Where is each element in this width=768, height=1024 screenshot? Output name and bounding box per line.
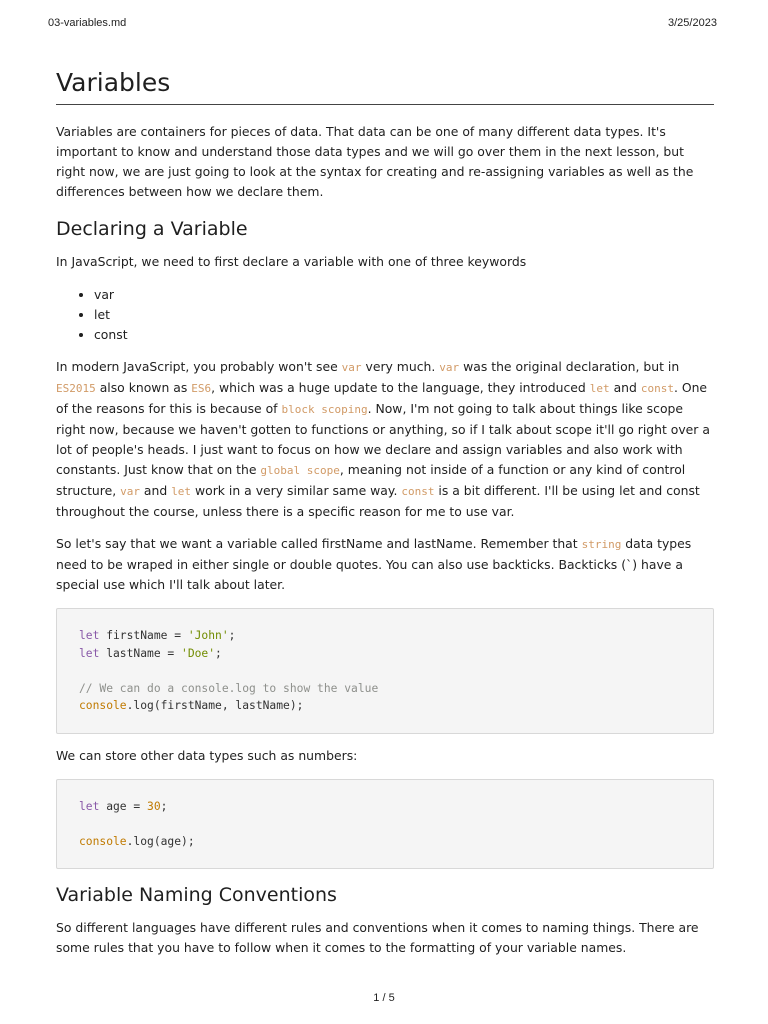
page-title: Variables: [56, 68, 714, 105]
text: and: [609, 380, 641, 395]
inline-code: var: [341, 361, 362, 374]
code-block-age: [56, 779, 714, 870]
inline-code: var: [439, 361, 460, 374]
page-number: 1 / 5: [373, 992, 395, 1004]
text: is a bit different. I'll be using let and const throughout the course, unless there is a specific reason for me to use var.: [56, 483, 700, 519]
naming-paragraph: So different languages have different rules and conventions when it comes to naming things. There are some rules that you have to follow when it comes to the formatting of your variable names.: [56, 920, 699, 955]
es6-paragraph: [56, 357, 714, 522]
code-line: [79, 798, 691, 816]
code-line: [79, 833, 691, 851]
code-line: [79, 697, 691, 715]
keywords-list: [56, 285, 714, 345]
text: data types need to be wraped in either single or double quotes. You can also use backticks. Backticks (`) have a special use which I'll talk about later.: [56, 536, 692, 592]
inline-code: var: [120, 485, 140, 498]
code-blank-line: [79, 662, 691, 680]
list-item: • let: [94, 305, 714, 325]
document-content: [56, 64, 714, 958]
code-text: ;: [228, 629, 236, 642]
document-filename: 03-variables.md: [48, 17, 127, 29]
strings-paragraph: [56, 534, 714, 595]
inline-code: ES2015: [56, 382, 96, 395]
code-number: 30: [147, 799, 161, 813]
text: , which was a huge update to the language, they introduced: [211, 380, 590, 395]
inline-code: ES6: [191, 382, 212, 395]
text: also known as: [95, 380, 192, 395]
text: , meaning not inside of a function or any kind of control structure,: [56, 462, 686, 498]
code-string: 'John': [187, 629, 229, 642]
text: work in a very similar same way.: [191, 483, 402, 498]
code-comment: // We can do a console.log to show the value: [79, 681, 379, 695]
code-text: ;: [160, 799, 168, 813]
inline-code: const: [401, 485, 435, 498]
inline-code: global scope: [260, 464, 340, 477]
text: was the original declaration, but in: [459, 359, 680, 374]
code-keyword: let: [79, 629, 100, 642]
code-keyword: let: [79, 646, 100, 660]
code-text: .log(firstName, lastName);: [126, 699, 304, 712]
text: and: [139, 483, 172, 498]
code-text: .log(age);: [126, 834, 195, 848]
inline-code: let: [589, 382, 610, 395]
text: . One of the reasons for this is because of: [56, 380, 708, 416]
document-date: 3/25/2023: [668, 17, 717, 29]
naming-heading: Variable Naming Conventions: [56, 884, 337, 906]
inline-code: let: [171, 485, 192, 498]
inline-code: block scoping: [281, 403, 368, 416]
code-object: console: [79, 699, 127, 712]
text: . Now, I'm not going to talk about things like scope right now, because we haven't gotten to functions or anything, so if I talk about scope it'll go right over a lot of people's heads. I just want to focus on how we declare and assign variables and also work with constants. Just know that on the: [56, 401, 710, 477]
code-blank-line: [79, 815, 691, 833]
text: So let's say that we want a variable called firstName and lastName. Remember that: [56, 536, 582, 551]
declaring-lead: In JavaScript, we need to first declare a variable with one of three keywords: [56, 254, 527, 269]
code-string: 'Doe': [181, 646, 216, 660]
code-text: ;: [215, 646, 222, 660]
code-block-names: [56, 608, 714, 734]
list-item: • var: [94, 285, 714, 305]
code-keyword: let: [79, 799, 100, 813]
code-object: console: [79, 834, 127, 848]
code-text: age =: [99, 799, 148, 813]
intro-paragraph: Variables are containers for pieces of data. That data can be one of many different data types. It's important to know and understand those data types and we will go over them in the next lesson, but right now, we are just going to look at the syntax for creating and re-assigning variables as well as the differences between how we declare them.: [56, 124, 694, 199]
code-text: firstName =: [99, 629, 188, 642]
inline-code: string: [581, 538, 622, 551]
code-line: [79, 680, 691, 698]
code-line: [79, 627, 691, 645]
code-text: lastName =: [99, 646, 182, 660]
numbers-paragraph: We can store other data types such as numbers:: [56, 747, 358, 763]
text: very much.: [361, 359, 440, 374]
text: In modern JavaScript, you probably won't see: [56, 359, 342, 374]
code-line: [79, 645, 691, 663]
declaring-heading: Declaring a Variable: [56, 218, 248, 240]
inline-code: const: [640, 382, 674, 395]
list-item: • const: [94, 325, 714, 345]
